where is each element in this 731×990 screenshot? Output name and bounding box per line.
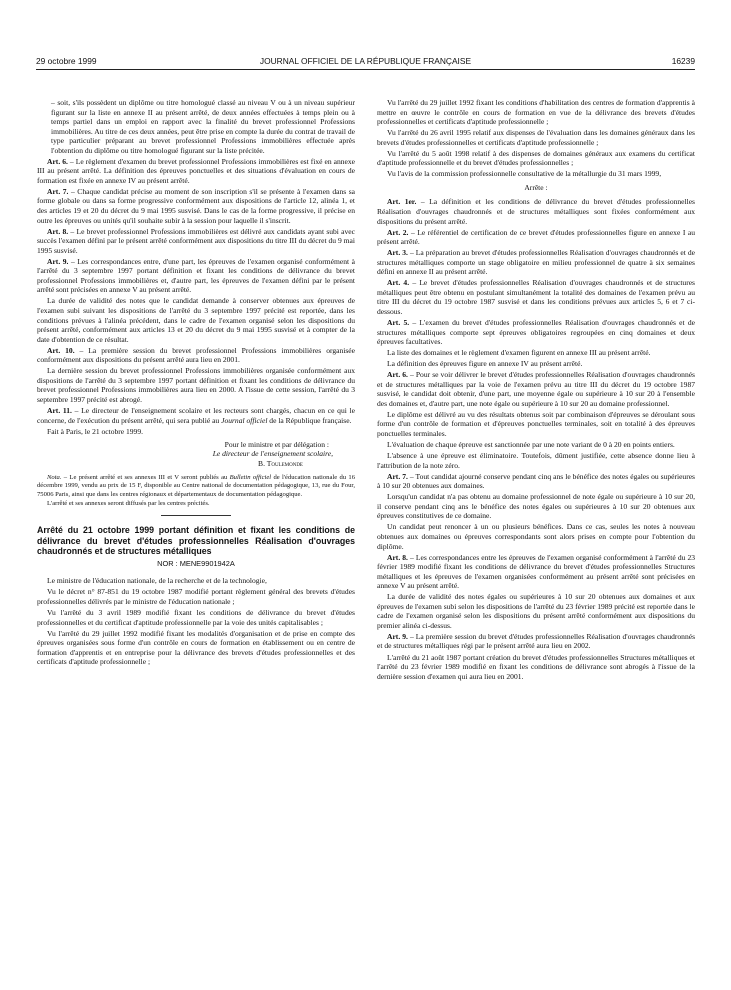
visa: Vu le décret n° 87-851 du 19 octobre 1987 modifié portant règlement général des brevets d'études professionnelles délivrés par le ministre de l'éducation nationale ; xyxy=(37,587,355,606)
paragraph: La dernière session du brevet professionnel Professions immobilières organisée conformément aux dispositions de l'arrêté du 3 septembre 1997 portant définition et fixant les conditions de délivrance du brevet professionnel Professions immobilières aura lieu en 2000. A l'issue de cette session, l'arrêté du 3 septembre 1997 précité est abrogé. xyxy=(37,366,355,404)
article-8: Art. 8. – Les correspondances entre les épreuves de l'examen organisé conformément à l'arrêté du 23 février 1989 modifié fixant les conditions de délivrance du brevet d'études professionnelles Structures métalliques et les épreuves de l'examen organisées conformément au présent arrêté sont précisées en annexe V au présent arrêté. xyxy=(377,552,695,591)
nota: Nota. – Le présent arrêté et ses annexes III et V seront publiés au Bulletin officiel de l'éducation nationale du 16 décembre 1999, vendu au prix de 15 F, disponible au Centre national de documentation pédagogique, 13, rue du Four, 75006 Paris, ainsi que dans les centres régionaux et départementaux de documentation pédagogique. xyxy=(37,474,355,498)
header-page-number: 16239 xyxy=(671,56,695,66)
article-label: Art. 2. xyxy=(387,227,409,237)
paragraph: – soit, s'ils possèdent un diplôme ou titre homologué classé au niveau V ou à un niveau supérieur figurant sur la liste en annexe II au présent arrêté, de deux années effectuées à temps plein ou à temps partiel dans un emploi en rapport avec la finalité du brevet professionnel Professions immobilières. Au titre de ces deux années, peut être prise en compte la durée du contrat de travail de type particulier préparant au brevet professionnel Professions immobilières effectuée après l'obtention du diplôme ou titre homologué figurant sur la liste précitée. xyxy=(51,98,355,155)
article-2: Art. 2. – Le référentiel de certification de ce brevet d'études professionnelles figure en annexe I au présent arrêté. xyxy=(377,227,696,247)
signature-line: Le directeur de l'enseignement scolaire, xyxy=(212,449,333,459)
visa: Vu l'arrêté du 29 juillet 1992 modifié fixant les modalités d'organisation et de prise en compte des épreuves organisées sous forme d'un contrôle en cours de formation en établissement ou en centre de formation d'apprentis et en entreprise pour la délivrance des brevets d'études professionnelles et des certificats d'aptitude professionnelle ; xyxy=(37,628,355,667)
arrete-title: Arrêté du 21 octobre 1999 portant définition et fixant les conditions de délivrance du brevet d'études professionnelles Réalisation d'ouvrages chaudronnés et de structures métalliques xyxy=(37,525,355,557)
article-label: Art. 4. xyxy=(387,278,410,288)
visa: Vu l'arrêté du 5 août 1998 relatif à des dispenses de domaines généraux aux examens du certificat d'aptitude professionnelle et du brevet d'études professionnelles ; xyxy=(377,148,695,168)
paragraph: Un candidat peut renoncer à un ou plusieurs bénéfices. Dans ce cas, seules les notes à nouveau obtenues aux domaines ou épreuves correspondants sont alors prises en compte pour l'obtention du diplôme. xyxy=(377,522,695,551)
paragraph: Lorsqu'un candidat n'a pas obtenu au domaine professionnel de note égale ou supérieure à 10 sur 20, il conserve pendant cinq ans le bénéfice des notes égales ou supérieures à 10 sur 20 obtenues aux épreuves constitutives de ce domaine. xyxy=(377,492,695,521)
paragraph: L'évaluation de chaque épreuve est sanctionnée par une note variant de 0 à 20 en points entiers. xyxy=(387,440,675,450)
article-label: Art. 8. xyxy=(47,226,69,236)
paragraph: La durée de validité des notes que le candidat demande à conserver obtenues aux épreuves de l'examen subi suivant les dispositions de l'arrêté du 3 septembre 1997 précité est reportée, dans les conditions prévues à l'alinéa précédent, dans le cadre de l'examen organisé selon les dispositions du présent arrêté, conformément aux articles 13 et 20 du décret du 9 mai 1995 susvisé et à compter de la date d'obtention de ce résultat. xyxy=(37,296,355,344)
article-label: Art. 3. xyxy=(387,248,408,258)
paragraph: L'arrêté du 21 août 1987 portant création du brevet d'études professionnelles Structures métalliques et l'arrêté du 23 février 1989 modifié en fixant les conditions de délivrance sont abrogés à l'issue de la dernière session d'examen qui aura lieu en 2001. xyxy=(377,652,695,681)
article-7: Art. 7. – Tout candidat ajourné conserve pendant cinq ans le bénéfice des notes égales ou supérieures à 10 sur 20 obtenues aux domaines. xyxy=(377,471,695,491)
visa: Le ministre de l'éducation nationale, de la recherche et de la technologie, xyxy=(47,576,267,586)
paragraph: Le diplôme est délivré au vu des résultats obtenus soit par combinaison d'épreuves se déroulant sous forme d'un contrôle de formation et d'épreuves ponctuelles terminales, soit en totalité à des épreuves ponctuelles terminales. xyxy=(377,409,695,438)
article-label: Art. 6. xyxy=(387,370,408,380)
article-9: Art. 9. – Les correspondances entre, d'une part, les épreuves de l'examen organisé conformément à l'arrêté du 3 septembre 1997 portant définition et fixant les conditions de délivrance du brevet professionnel Professions immobilières et, d'autre part, les épreuves de l'examen défini par le présent arrêté sont précisées en annexe V au présent arrêté. xyxy=(37,256,356,295)
left-column xyxy=(37,98,355,668)
article-6: Art. 6. – Pour se voir délivrer le brevet d'études professionnelles Réalisation d'ouvrages chaudronnés et de structures métalliques par la voie de l'examen prévu au titre III du décret du 19 octobre 1987 susvisé, le candidat doit obtenir, d'une part, une moyenne égale ou supérieure à 10 sur 20 à l'ensemble des domaines et, d'autre part, une note égale ou supérieure à 10 sur 20 au domaine professionnel. xyxy=(377,370,695,408)
article-5: Art. 5. – L'examen du brevet d'études professionnelles Réalisation d'ouvrages chaudronnés et de structures métalliques comporte sept épreuves obligatoires regroupées en cinq domaines et deux épreuves facultatives. xyxy=(377,317,695,347)
visa: Vu l'arrêté du 29 juillet 1992 fixant les conditions d'habilitation des centres de formation d'apprentis à mettre en œuvre le contrôle en cours de formation en vue de la délivrance des brevets d'études professionnelles et certificats d'aptitude professionnelle ; xyxy=(377,98,695,127)
article-label: Art. 9. xyxy=(387,631,408,641)
paragraph: La définition des épreuves figure en annexe IV au présent arrêté. xyxy=(387,359,583,369)
fait-a-paris: Fait à Paris, le 21 octobre 1999. xyxy=(47,427,143,437)
article-label: Art. 11. xyxy=(47,405,72,415)
visa: Vu l'arrêté du 26 avril 1995 relatif aux dispenses de l'évaluation dans les domaines généraux dans les brevets d'études professionnelles et certificats d'aptitude professionnelle ; xyxy=(377,128,695,147)
article-4: Art. 4. – Le brevet d'études professionnelles Réalisation d'ouvrages chaudronnés et de structures métalliques peut être obtenu en postulant simultanément la totalité des domaines de l'examen prévu au titre III du décret du 19 octobre 1987 susvisé et dans les conditions prévues aux articles 5, 6 et 7 ci-dessous. xyxy=(377,278,695,316)
article-11: Art. 11. – Le directeur de l'enseignement scolaire et les recteurs sont chargés, chacun en ce qui le concerne, de l'exécution du présent arrêté, qui sera publié au Journal officiel de la République française. xyxy=(37,405,355,425)
article-9: Art. 9. – La première session du brevet d'études professionnelles Réalisation d'ouvrages chaudronnés et de structures métalliques régi par le présent arrêté aura lieu en 2002. xyxy=(377,631,696,651)
article-label: Art. 7. xyxy=(387,471,408,481)
nota: L'arrêté et ses annexes seront diffusés par les centres précités. xyxy=(47,499,210,507)
article-label: Art. 10. xyxy=(47,345,75,355)
nor-reference: NOR : MENE9901942A xyxy=(157,558,235,568)
header-journal-title: JOURNAL OFFICIEL DE LA RÉPUBLIQUE FRANÇAISE xyxy=(259,56,472,66)
arrete-heading: Arrête : xyxy=(524,182,548,192)
article-7: Art. 7. – Chaque candidat précise au moment de son inscription s'il se présente à l'examen dans sa forme globale ou dans sa forme progressive conformément aux dispositions de l'article 12, alinéa 1, et des articles 19 et 20 du décret du 9 mai 1995 susvisé. Dans le cas de la forme progressive, il précise en outre les épreuves ou unités qu'il souhaite subir à la session pour laquelle il s'inscrit. xyxy=(37,186,355,225)
paragraph: La liste des domaines et le règlement d'examen figurent en annexe III au présent arrêté. xyxy=(387,348,651,358)
paragraph: La durée de validité des notes égales ou supérieures à 10 sur 20 obtenues aux domaines et aux épreuves de l'examen subi selon les dispositions de l'arrêté du 23 février 1989 précité est reportée dans le cadre de l'examen organisé selon les dispositions du présent arrêté conformément aux dispositions du premier alinéa ci-dessus. xyxy=(377,592,695,630)
right-column xyxy=(377,98,695,683)
article-10: Art. 10. – La première session du brevet professionnel Professions immobilières organisée conformément aux dispositions du présent arrêté aura lieu en 2001. xyxy=(37,345,355,365)
article-6: Art. 6. – Le règlement d'examen du brevet professionnel Professions immobilières est fixé en annexe III au présent arrêté. La définition des épreuves ponctuelles et des situations d'évaluation en cours de formation est fixée en annexe IV au présent arrêté. xyxy=(37,156,355,185)
article-label: Art. 7. xyxy=(47,186,69,196)
article-label: Art. 8. xyxy=(387,552,408,562)
article-label: Art. 6. xyxy=(47,156,68,166)
paragraph: L'absence à une épreuve est éliminatoire. Toutefois, dûment justifiée, cette absence donne lieu à l'attribution de la note zéro. xyxy=(377,451,695,470)
signature-line: Pour le ministre et par délégation : xyxy=(224,439,329,449)
article-label: Art. 5. xyxy=(387,317,410,327)
signature-name: B. Toulemonde xyxy=(258,458,303,468)
header-date: 29 octobre 1999 xyxy=(36,56,97,66)
separator xyxy=(161,515,231,516)
visa: Vu l'avis de la commission professionnelle consultative de la métallurgie du 31 mars 1999, xyxy=(387,169,662,179)
page-header xyxy=(36,56,695,68)
visa: Vu l'arrêté du 3 avril 1989 modifié fixant les conditions de délivrance du brevet d'études professionnelles et du certificat d'aptitude professionnelle par la voie des unités capitalisables ; xyxy=(37,608,355,627)
article-label: Art. 1er. xyxy=(387,197,417,207)
article-8: Art. 8. – Le brevet professionnel Professions immobilières est délivré aux candidats ayant subi avec succès l'examen défini par le présent arrêté conformément aux dispositions du titre III du décret du 9 mai 1995 susvisé. xyxy=(37,226,355,255)
article-1: Art. 1er. – La définition et les conditions de délivrance du brevet d'études professionnelles Réalisation d'ouvrages chaudronnés et de structures métalliques sont fixées conformément aux dispositions du présent arrêté. xyxy=(377,197,695,226)
header-rule xyxy=(36,69,695,70)
article-label: Art. 9. xyxy=(47,256,69,266)
article-3: Art. 3. – La préparation au brevet d'études professionnelles Réalisation d'ouvrages chaudronnés et de structures métalliques comporte un stage obligatoire en milieu professionnel de quatre à six semaines défini en annexe II au présent arrêté. xyxy=(377,248,695,277)
